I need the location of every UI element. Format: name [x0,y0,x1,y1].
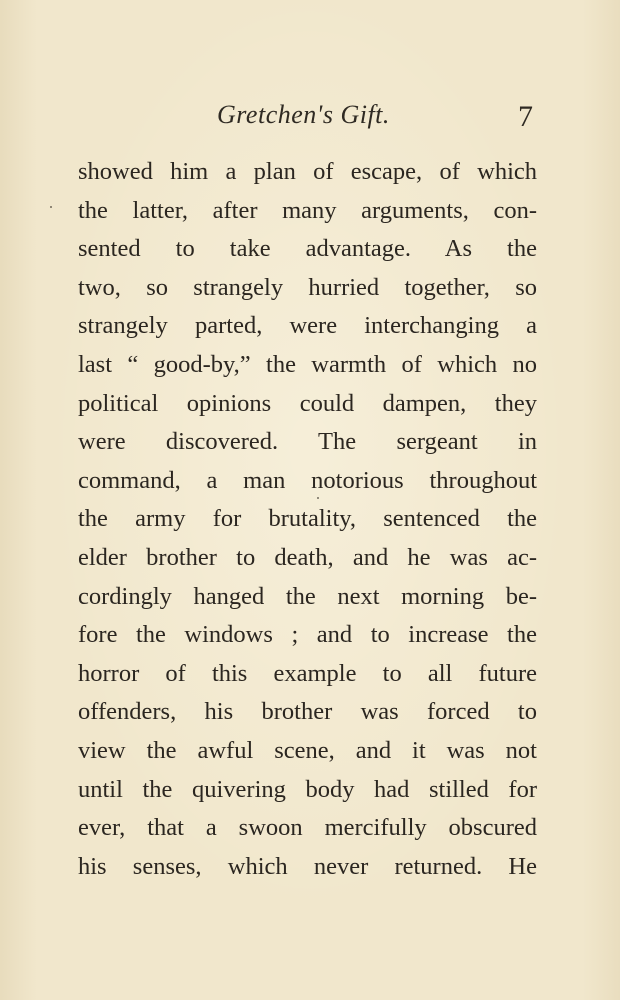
text-line: the latter, after many arguments, con- [78,196,537,224]
text-line: were discovered. The sergeant in [78,428,537,456]
text-line: his senses, which never returned. He [78,852,537,880]
text-line: view the awful scene, and it was not [78,736,537,764]
text-line: sented to take advantage. As the [78,235,537,263]
page-number: 7 [518,100,533,133]
body-text [78,153,537,886]
text-line: showed him a plan of escape, of which [78,158,537,185]
text-line: fore the windows ; and to increase the [78,621,537,649]
text-line: the army for brutality, sentenced the [78,505,537,533]
text-line: command, a man notorious throughout [78,466,537,494]
text-line: until the quivering body had stilled for [78,775,537,803]
text-line: two, so strangely hurried together, so [78,273,537,301]
text-line: cordingly hanged the next morning be- [78,582,537,610]
print-speck [50,206,52,208]
text-line: horror of this example to all future [78,659,537,687]
text-line: offenders, his brother was forced to [78,698,537,726]
print-speck [317,497,319,499]
running-head-title: Gretchen's Gift. [217,100,390,129]
text-line: political opinions could dampen, they [78,389,537,417]
text-line: strangely parted, were interchanging a [78,312,537,340]
text-line: elder brother to death, and he was ac- [78,543,537,571]
text-line: ever, that a swoon mercifully obscured [78,814,537,842]
text-line: last “ good-by,” the warmth of which no [78,350,537,378]
